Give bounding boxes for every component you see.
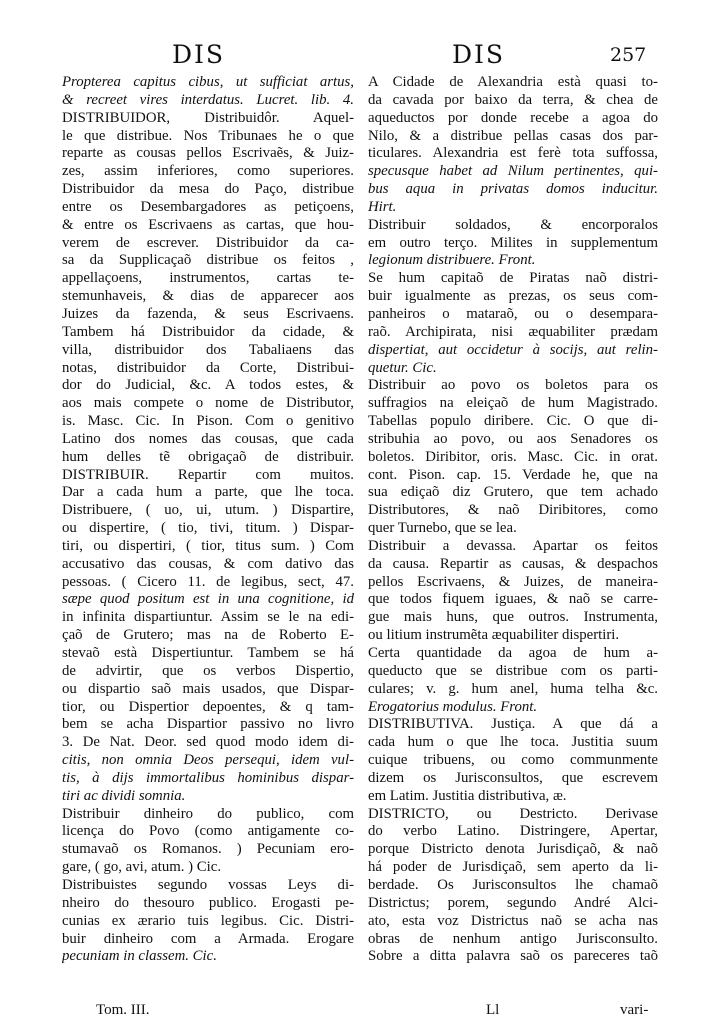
text-line: Tambem há Distribuidor da cidade, & [62,323,354,340]
text-line: le que distribue. Nos Tribunaes he o que [62,127,354,144]
text-line: Distribuir a devassa. Apartar os feitos [368,537,658,554]
text-line: raõ. Archipirata, nisi æquabiliter prædam [368,323,658,340]
text-line: DISTRIBUIDOR, Distribuidôr. Aquel- [62,109,354,126]
text-line: culares; v. g. hum anel, huma telha &c. [368,680,658,697]
text-line: aqueductos por donde recebe a agoa do [368,109,658,126]
catchword: vari- [620,1002,649,1018]
page-footer [0,1002,709,1024]
text-line: panheiros o mataraõ, ou o desempara- [368,305,658,322]
text-line: verem de escrever. Distribuidor da ca- [62,234,354,251]
text-line: aos mais compete o nome de Distributor, [62,395,354,412]
text-line: da causa. Repartir as causas, & despachos [368,555,658,572]
right-headword: DIS [452,40,506,69]
text-line: pellos Escrivaens, & Juizes, de maneira- [368,573,658,590]
text-line: tis, à dijs immortalibus hominibus dispar- [62,769,354,786]
right-column [368,74,658,966]
text-line: Tabellas populo diribere. Cic. O que di- [368,413,658,430]
text-line: notas, distribuidor da Corte, Distribui- [62,359,354,376]
text-line: pecuniam in classem. Cic. [62,948,217,965]
text-line: DISTRIBUIR. Repartir com muitos. [62,466,354,483]
left-headword: DIS [172,40,226,69]
text-line: Erogatorius modulus. Front. [368,698,538,715]
text-line: Dar a cada hum a parte, que lhe toca. [62,484,354,501]
text-line: da cavada por baixo da terra, & chea de [368,91,658,108]
text-line: Hirt. [368,198,397,215]
text-line: dispertiat, aut occidetur à socijs, aut relin- [368,341,658,358]
text-line: & recreet vires interdatus. Lucret. lib. 4. [62,91,354,108]
text-line: quetur. Cic. [368,359,437,376]
text-line: Distribuir ao povo os boletos para os [368,377,658,394]
text-line: que todos fiquem iguaes, & naõ se carre- [368,591,658,608]
text-line: em Latim. Justitia distributiva, æ. [368,787,567,804]
text-line: cunias ex ærario tuis legibus. Cic. Distri- [62,912,354,929]
text-line: çaõ de Grutero; mas na de Roberto E- [62,627,354,644]
text-line: boletos. Diribitor, oris. Masc. Cic. in orat. [368,448,658,465]
left-column [62,74,354,966]
text-line: tiri, ou dispertiri, ( tior, titus sum. ) Com [62,537,354,554]
text-line: Certa quantidade da agoa de hum a- [368,645,658,661]
text-line: dor do Judicial, &c. A todos estes, & [62,377,354,394]
page-number: 257 [610,44,647,66]
text-line: citis, non omnia Deos persequi, idem vul- [62,752,354,769]
text-line: Latino dos nomes das cousas, que cada [62,430,354,447]
text-line: & entre os Escrivaens as cartas, que hou- [62,216,354,233]
text-line: buir igualmente as prezas, os seus com- [368,288,658,305]
text-line: DISTRICTO, ou Destricto. Derivase [368,805,658,822]
text-line: hum delles tẽ obrigaçaõ de distribuir. [62,448,354,465]
text-line: Se hum capitaõ de Piratas naõ distri- [368,270,658,287]
text-line: ou dispertire, ( tio, tivi, titum. ) Dispar- [62,520,354,537]
text-line: ou dispartio saõ mais usados, que Dispar- [62,680,354,697]
text-line: Districtus; porem, segundo André Alci- [368,894,658,911]
text-line: Distributores, & naõ Diribitores, como [368,502,658,519]
text-line: Distribuir dinheiro do publico, com [62,805,354,822]
text-line: queducto que se distribue com os parti- [368,662,658,679]
text-line: há poder de Jurisdiçaõ, sem aperto da li- [368,859,658,876]
text-line: sua ediçaõ diz Grutero, que tem achado [368,484,658,501]
text-line: pessoas. ( Cicero 11. de legibus, sect, 47. [62,573,354,590]
text-line: Nilo, & a distribue pellas casas dos par- [368,127,658,144]
text-line: appellaçoens, instrumentos, cartas te- [62,270,354,287]
text-line: licença do Povo (como antigamente co- [62,823,354,840]
text-line: sæpe quod positum est in una cognitione, id [62,591,354,608]
text-line: Distribuir soldados, & encorporalos [368,216,658,233]
text-line: legionum distribuere. Front. [368,252,536,269]
text-line: cont. Pison. cap. 15. Verdade he, que na [368,466,658,483]
text-line: gare, ( go, avi, atum. ) Cic. [62,859,222,876]
text-line: 3. De Nat. Deor. sed quod modo idem di- [62,734,354,751]
text-line: entre os Desembargadores as petiçoens, [62,198,354,215]
text-line: em outro terço. Milites in supplementum [368,234,658,251]
text-line: DISTRIBUTIVA. Justiça. A que dá a [368,716,658,733]
text-line: tiri ac dividi somnia. [62,787,186,804]
text-line: tior, ou Dispertior depoentes, & q tam- [62,698,354,715]
text-line: do verbo Latino. Distringere, Apertar, [368,823,658,840]
text-line: stevaõ està Dispertiuntur. Tambem se há [62,645,354,661]
text-line: dizem os Jurisconsultos, que escrevem [368,769,658,786]
text-line: stumavaõ os Romanos. ) Pecuniam ero- [62,841,354,858]
text-line: Distribuistes segundo vossas Leys di- [62,876,354,893]
text-line: cada hum o que lhe toca. Justitia suum [368,734,658,751]
text-line: ticulares. Alexandria est ferè tota suffossa, [368,145,658,162]
text-line: bem se acha Dispartior passivo no livro [62,716,354,733]
text-line: gue mais huns, que outros. Instrumenta, [368,609,658,626]
text-line: obras de nenhum antigo Jurisconsulto. [368,930,658,947]
text-line: stemunhaveis, & dias de apparecer aos [62,288,354,305]
text-line: cuique tribuens, ou como communmente [368,752,658,769]
text-line: berdade. Os Jurisconsultos lhe chamaõ [368,876,658,893]
text-line: accusativo das cousas, & com dativo das [62,555,354,572]
text-line: ato, esta voz Districtus naõ se acha nas [368,912,658,929]
text-line: quer Turnebo, que se lea. [368,520,517,537]
signature-mark: Ll [486,1002,500,1018]
text-line: in infinita dispartiuntur. Assim se le na edi- [62,609,354,626]
text-line: is. Masc. Cic. In Pison. Com o genitivo [62,413,354,430]
text-line: specusque habet ad Nilum pertinentes, qui- [368,163,658,180]
text-line: reparte as cousas pellos Escrivaẽs, & Juiz- [62,145,354,162]
text-line: Propterea capitus cibus, ut sufficiat artus, [62,74,354,90]
text-line: villa, distribuidor dos Tabaliaens das [62,341,354,358]
text-line: nheiro do thesouro publico. Erogasti pe- [62,894,354,911]
volume-label: Tom. III. [96,1002,150,1018]
text-line: stribuhia ao povo, ou aos Senadores os [368,430,658,447]
text-line: suffragios na eleiçaõ de hum Magistrado. [368,395,658,412]
text-line: de advirtir, que os verbos Dispertio, [62,662,354,679]
text-line: Juizes da fazenda, & seus Escrivaens. [62,305,354,322]
text-line: buir dinheiro com a Armada. Erogare [62,930,354,947]
text-line: Sobre a ditta palavra saõ os pareceres taõ [368,948,658,965]
text-line: Distribuidor da mesa do Paço, distribue [62,181,354,198]
text-line: sa da Supplicaçaõ distribue os feitos , [62,252,354,269]
text-line: porque Districto denota Jurisdiçaõ, & naõ [368,841,658,858]
text-line: Distribuere, ( uo, ui, utum. ) Dispartire, [62,502,354,519]
text-line: zes, assim inferiores, como superiores. [62,163,354,180]
text-line: ou litium instrumẽta æquabiliter dispertiri. [368,627,620,644]
text-line: bus aqua in privatas domos inducitur. [368,181,658,198]
text-line: A Cidade de Alexandria està quasi to- [368,74,658,90]
